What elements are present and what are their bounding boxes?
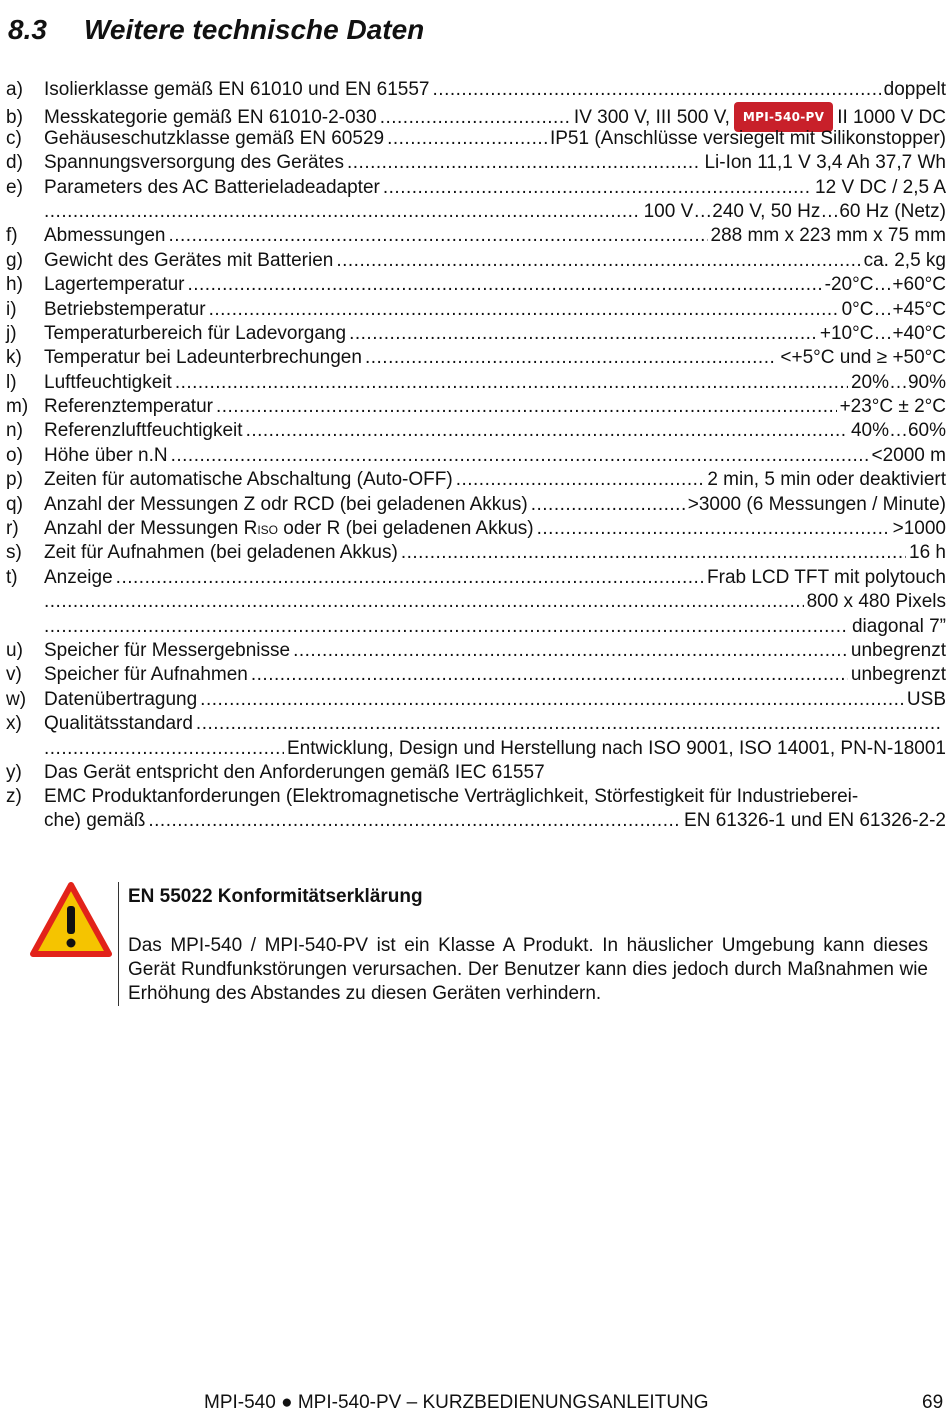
leader-dots bbox=[246, 419, 848, 443]
spec-label: Anzeige bbox=[44, 566, 113, 588]
spec-row bbox=[6, 639, 946, 663]
spec-letter: y) bbox=[6, 761, 22, 783]
notice-body: Das MPI-540 / MPI-540-PV ist ein Klasse A Produkt. In häuslicher Umgebung kann dieses Gerät Rundfunkstörungen verursachen. Der Benutzer kann dies jedoch durch Maßnahmen wie Erhöhung des Abstandes zu diesen Geräten verhindern. bbox=[128, 935, 928, 1004]
spec-value: doppelt bbox=[883, 79, 946, 100]
spec-label-part: oder R (bei geladenen Akkus) bbox=[283, 518, 534, 540]
spec-letter: j) bbox=[6, 322, 17, 344]
spec-label: Spannungsversorgung des Gerätes bbox=[44, 152, 344, 174]
spec-row bbox=[6, 151, 946, 175]
spec-label: Parameters des AC Batterieladeadapter bbox=[44, 176, 380, 198]
spec-value: 288 mm x 223 mm x 75 mm bbox=[710, 225, 946, 247]
spec-label: Zeit für Aufnahmen (bei geladenen Akkus) bbox=[44, 542, 398, 564]
spec-value: 16 h bbox=[909, 542, 946, 564]
spec-row bbox=[6, 663, 946, 687]
spec-value-part: IV 300 V, III 500 V, bbox=[573, 107, 730, 129]
spec-letter: h) bbox=[6, 274, 23, 296]
conformity-notice bbox=[30, 882, 930, 1006]
leader-dots bbox=[148, 809, 681, 833]
spec-letter: m) bbox=[6, 396, 29, 418]
spec-row bbox=[6, 688, 946, 712]
model-badge: MPI-540-PV bbox=[734, 102, 833, 132]
spec-label: Referenztemperatur bbox=[44, 396, 213, 418]
spec-label: Datenübertragung bbox=[44, 688, 198, 710]
spec-value: <2000 m bbox=[871, 444, 946, 466]
leader-dots bbox=[209, 298, 839, 322]
spec-row bbox=[6, 298, 946, 322]
spec-row bbox=[6, 444, 946, 468]
leader-dots bbox=[200, 688, 904, 712]
leader-dots bbox=[175, 371, 848, 395]
leader-dots bbox=[293, 639, 848, 663]
spec-label: Speicher für Messergebnisse bbox=[44, 639, 291, 661]
spec-value: 800 x 480 Pixels bbox=[806, 591, 946, 613]
leader-dots bbox=[347, 151, 701, 175]
spec-value: +23°C ± 2°C bbox=[839, 396, 946, 418]
spec-row bbox=[6, 712, 946, 736]
spec-row bbox=[6, 273, 946, 297]
spec-letter: g) bbox=[6, 249, 23, 271]
spec-row bbox=[6, 785, 946, 833]
spec-letter: v) bbox=[6, 664, 22, 686]
spec-label: Gehäuseschutzklasse gemäß EN 60529 bbox=[44, 127, 385, 149]
footer-text: MPI-540 ● MPI-540-PV – KURZBEDIENUNGSANLEITUNG bbox=[204, 1392, 709, 1413]
spec-value: unbegrenzt bbox=[850, 664, 946, 686]
section-number: 8.3 bbox=[8, 14, 47, 45]
spec-letter: w) bbox=[6, 688, 27, 710]
leader-dots bbox=[168, 224, 707, 248]
page-number: 69 bbox=[922, 1392, 944, 1413]
spec-value: 100 V…240 V, 50 Hz…60 Hz (Netz) bbox=[643, 200, 946, 222]
spec-row bbox=[6, 541, 946, 565]
spec-value-part: II 1000 V DC bbox=[837, 107, 946, 129]
spec-letter: t) bbox=[6, 566, 18, 588]
spec-row bbox=[6, 493, 946, 517]
spec-row bbox=[6, 468, 946, 492]
section-title bbox=[8, 14, 424, 46]
leader-dots bbox=[336, 249, 860, 273]
spec-letter: q) bbox=[6, 493, 23, 515]
spec-letter: p) bbox=[6, 469, 23, 491]
spec-row bbox=[6, 419, 946, 443]
leader-dots bbox=[44, 590, 804, 614]
spec-value: -20°C…+60°C bbox=[824, 274, 946, 296]
spec-row bbox=[6, 395, 946, 419]
spec-row bbox=[6, 322, 946, 346]
leader-dots bbox=[187, 273, 821, 297]
leader-dots bbox=[365, 346, 777, 370]
spec-letter: o) bbox=[6, 444, 23, 466]
spec-label: Isolierklasse gemäß EN 61010 und EN 61557 bbox=[44, 79, 430, 100]
spec-label-subscript: ISO bbox=[257, 523, 279, 538]
spec-letter: b) bbox=[6, 107, 23, 129]
spec-row bbox=[6, 224, 946, 248]
spec-value: USB bbox=[906, 688, 946, 710]
spec-label: Referenzluftfeuchtigkeit bbox=[44, 420, 243, 442]
spec-letter: s) bbox=[6, 542, 22, 564]
spec-row bbox=[6, 517, 946, 541]
spec-label: Abmessungen bbox=[44, 225, 166, 247]
leader-dots bbox=[216, 395, 837, 419]
spec-row bbox=[6, 566, 946, 590]
spec-letter: x) bbox=[6, 713, 22, 735]
notice-divider bbox=[118, 882, 119, 1006]
spec-letter: f) bbox=[6, 225, 18, 247]
spec-value: 2 min, 5 min oder deaktiviert bbox=[707, 469, 946, 491]
spec-letter: l) bbox=[6, 371, 17, 393]
spec-letter: e) bbox=[6, 176, 23, 198]
spec-label: Speicher für Aufnahmen bbox=[44, 664, 248, 686]
spec-label: Betriebstemperatur bbox=[44, 298, 206, 320]
leader-dots bbox=[171, 444, 869, 468]
leader-dots bbox=[44, 200, 641, 224]
leader-dots bbox=[116, 566, 704, 590]
spec-row bbox=[6, 78, 946, 102]
spec-label: che) gemäß bbox=[44, 810, 146, 832]
spec-value: >3000 (6 Messungen / Minute) bbox=[687, 493, 946, 515]
spec-letter: u) bbox=[6, 639, 23, 661]
spec-row bbox=[6, 176, 946, 200]
spec-label: Zeiten für automatische Abschaltung (Auto-OFF) bbox=[44, 469, 453, 491]
spec-continuation bbox=[44, 809, 946, 833]
spec-label: Temperatur bei Ladeunterbrechungen bbox=[44, 347, 362, 369]
spec-label: Luftfeuchtigkeit bbox=[44, 371, 172, 393]
spec-row bbox=[6, 102, 946, 129]
spec-letter: r) bbox=[6, 518, 19, 540]
spec-value: diagonal 7” bbox=[851, 615, 946, 637]
spec-value: +10°C…+40°C bbox=[819, 322, 946, 344]
spec-row bbox=[6, 127, 946, 151]
leader-dots bbox=[196, 712, 943, 736]
spec-label: Temperaturbereich für Ladevorgang bbox=[44, 322, 347, 344]
spec-value: 0°C…+45°C bbox=[841, 298, 946, 320]
spec-value: 20%…90% bbox=[850, 371, 946, 393]
spec-value: Li-Ion 11,1 V 3,4 Ah 37,7 Wh bbox=[704, 152, 946, 174]
spec-label-part: Anzahl der Messungen R bbox=[44, 518, 258, 540]
spec-label: Das Gerät entspricht den Anforderungen gemäß IEC 61557 bbox=[44, 761, 545, 783]
spec-list bbox=[6, 78, 946, 833]
spec-label: Gewicht des Gerätes mit Batterien bbox=[44, 249, 334, 271]
spec-letter: n) bbox=[6, 420, 23, 442]
spec-row bbox=[6, 371, 946, 395]
spec-label: Lagertemperatur bbox=[44, 274, 185, 296]
spec-letter: i) bbox=[6, 298, 17, 320]
leader-dots bbox=[387, 127, 547, 151]
spec-value: Entwicklung, Design und Herstellung nach ISO 9001, ISO 14001, PN-N-18001 bbox=[286, 737, 946, 759]
notice-title: EN 55022 Konformitätserklärung bbox=[128, 886, 423, 907]
spec-label: Qualitätsstandard bbox=[44, 713, 193, 735]
spec-row bbox=[6, 590, 946, 614]
leader-dots bbox=[456, 468, 705, 492]
leader-dots bbox=[349, 322, 817, 346]
spec-row bbox=[6, 615, 946, 639]
spec-value: <+5°C und ≥ +50°C bbox=[780, 347, 946, 369]
spec-row bbox=[6, 737, 946, 761]
spec-value: >1000 bbox=[892, 518, 946, 540]
spec-value: unbegrenzt bbox=[850, 639, 946, 661]
warning-icon bbox=[30, 882, 112, 958]
leader-dots bbox=[383, 176, 812, 200]
leader-dots bbox=[433, 78, 881, 102]
leader-dots bbox=[531, 493, 685, 517]
spec-label: Höhe über n.N bbox=[44, 444, 168, 466]
spec-label bbox=[44, 517, 534, 542]
spec-value: Frab LCD TFT mit polytouch bbox=[707, 566, 946, 588]
spec-value: IP51 (Anschlüsse versiegelt mit Silikonstopper) bbox=[549, 127, 946, 149]
section-heading: Weitere technische Daten bbox=[84, 14, 425, 45]
spec-value: 40%…60% bbox=[850, 420, 946, 442]
spec-label: Messkategorie gemäß EN 61010-2-030 bbox=[44, 107, 377, 129]
spec-letter: z) bbox=[6, 786, 22, 808]
leader-dots bbox=[537, 517, 890, 541]
spec-label: EMC Produktanforderungen (Elektromagnetische Verträglichkeit, Störfestigkeit für Industrieberei- bbox=[44, 786, 859, 808]
spec-letter: d) bbox=[6, 152, 23, 174]
spec-letter: k) bbox=[6, 347, 22, 369]
spec-row bbox=[6, 200, 946, 224]
spec-value: ca. 2,5 kg bbox=[863, 249, 946, 271]
leader-dots bbox=[44, 615, 849, 639]
spec-letter: c) bbox=[6, 127, 22, 149]
leader-dots bbox=[401, 541, 906, 565]
spec-value: EN 61326-1 und EN 61326-2-2 bbox=[684, 810, 946, 832]
spec-value: 12 V DC / 2,5 A bbox=[815, 176, 946, 198]
spec-row bbox=[6, 346, 946, 370]
leader-dots bbox=[44, 737, 284, 761]
spec-row bbox=[6, 249, 946, 273]
leader-dots bbox=[251, 663, 848, 687]
spec-letter: a) bbox=[6, 79, 23, 100]
spec-row bbox=[6, 761, 946, 785]
spec-label: Anzahl der Messungen Z odr RCD (bei geladenen Akkus) bbox=[44, 493, 528, 515]
